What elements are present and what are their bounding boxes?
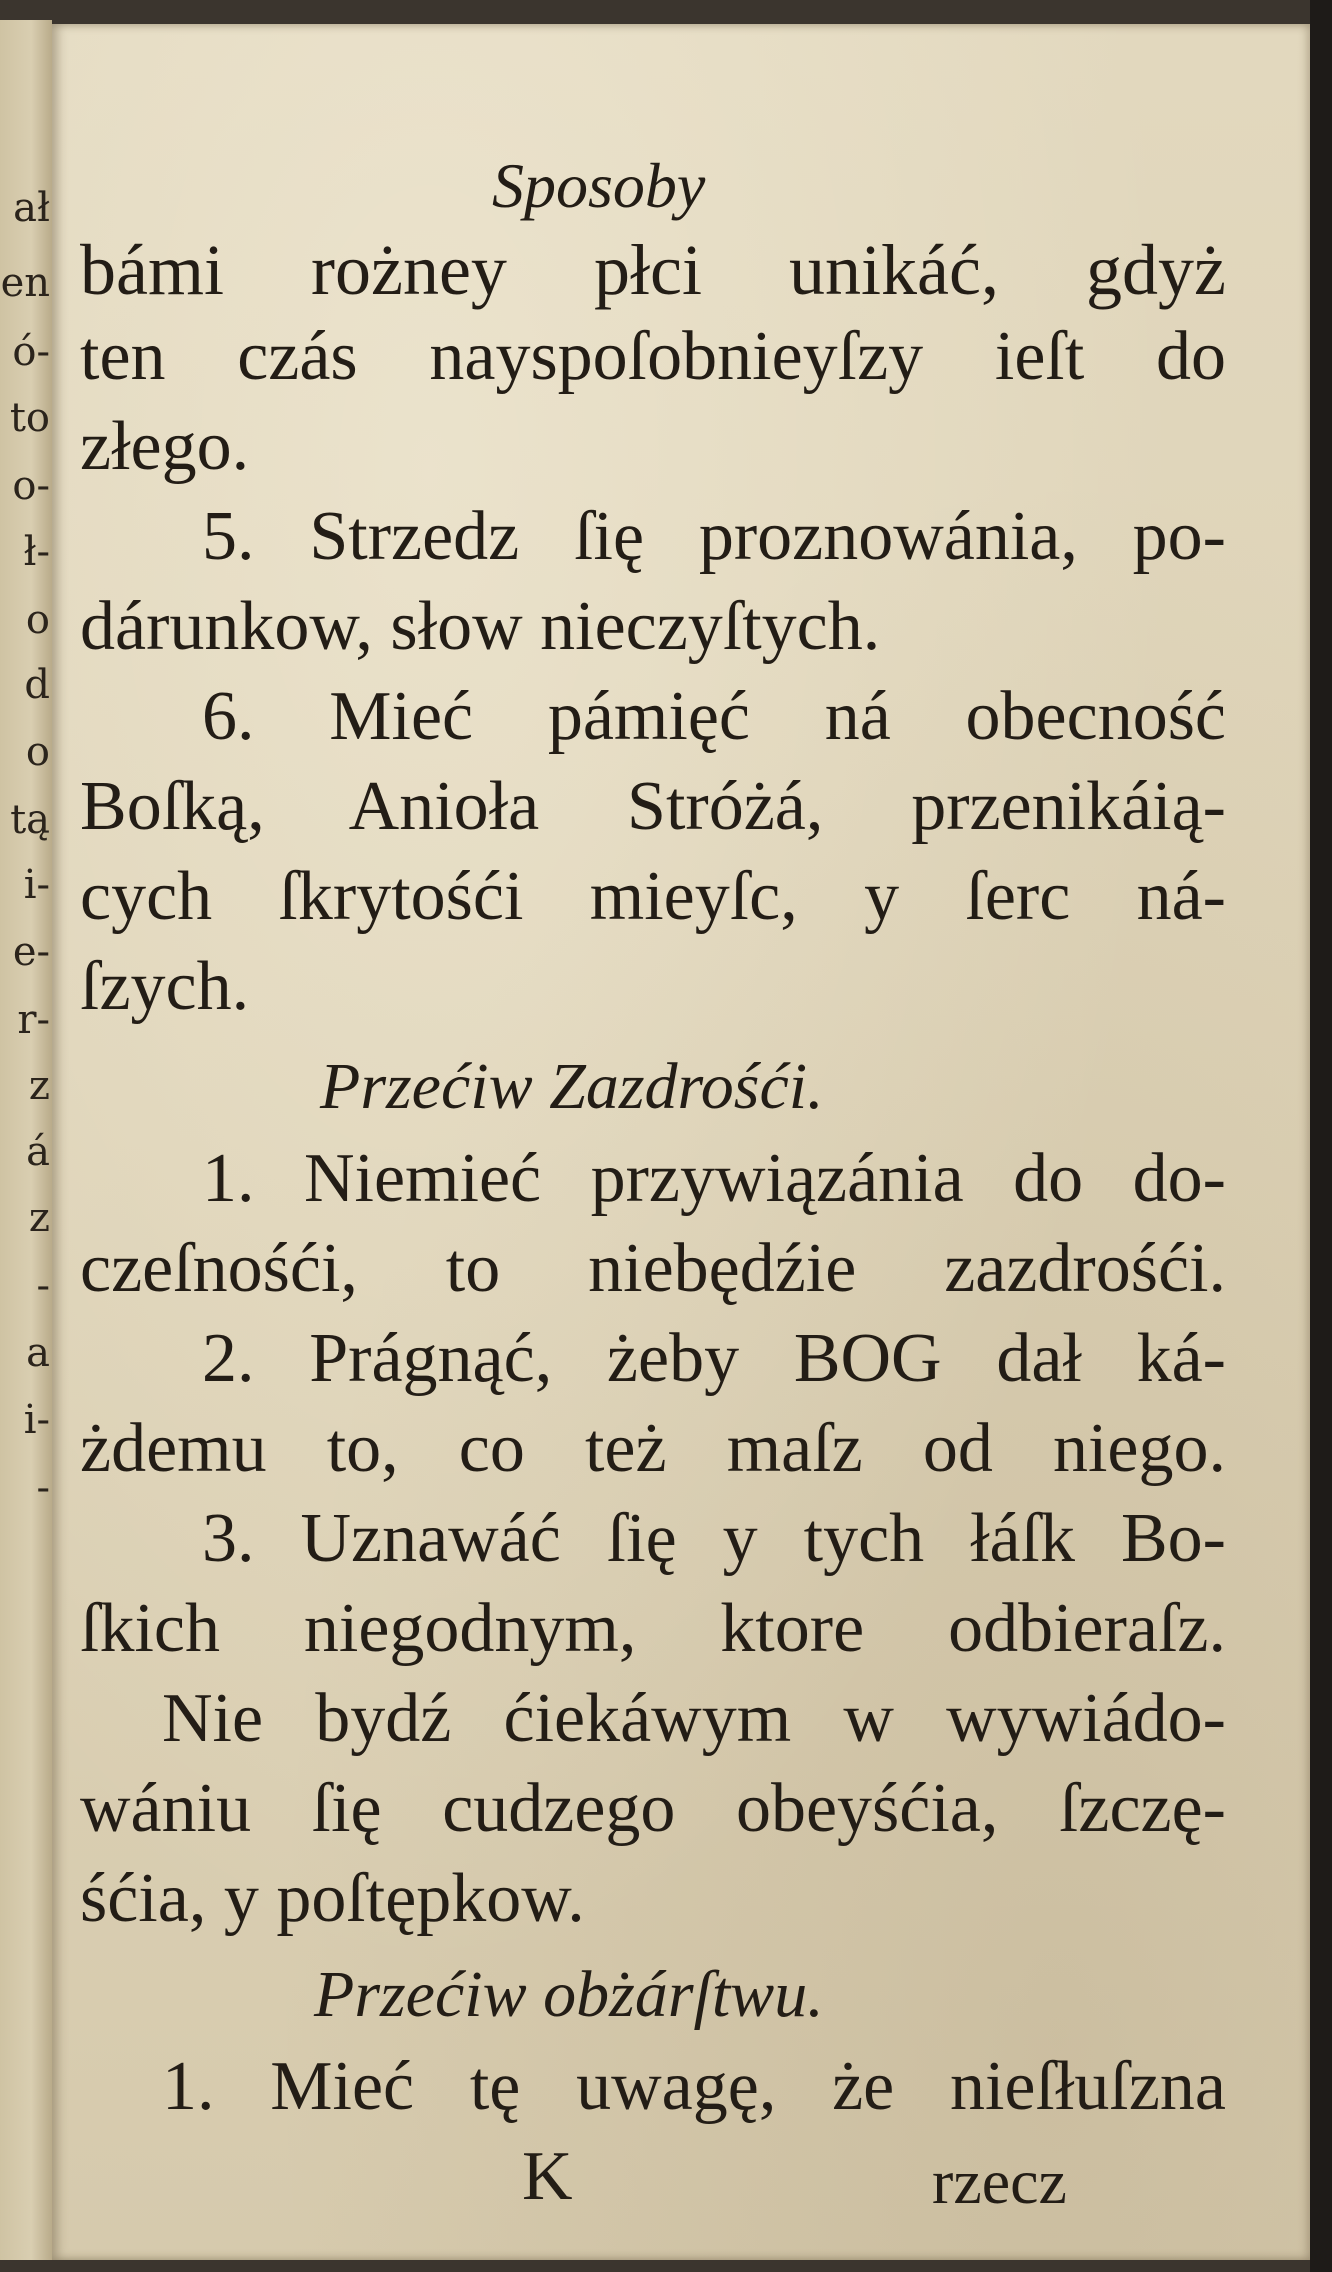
margin-fragment: e- [12,929,50,975]
body-line: Boſką, Anioła Stróżá, przenikáią- [80,768,1226,845]
margin-fragment: r- [17,997,50,1043]
body-line: złego. [80,408,250,485]
body-line: 6. Mieć pámięć ná obecność [202,678,1226,755]
margin-fragment: z [28,1063,50,1109]
body-line: ſkich niegodnym, ktore odbieraſz. [80,1590,1226,1667]
margin-fragment: o- [12,463,50,509]
adjacent-page-sliver [0,20,52,2260]
body-line: Nie bydź ćiekáwym w wywiádo- [162,1680,1226,1757]
body-line: 1. Mieć tę uwagę, że nieſłuſzna [162,2048,1226,2125]
margin-fragment: ał [13,185,50,231]
body-line: wániu ſię cudzego obeyśćia, ſzczę- [80,1770,1226,1847]
margin-fragment: - [36,1263,50,1309]
signature-mark: K [522,2138,573,2215]
running-head: Sposoby [492,150,706,221]
body-line: 1. Niemieć przywiązánia do do- [202,1140,1226,1217]
margin-fragment: a [26,1330,50,1376]
margin-fragment: i- [23,862,50,908]
margin-fragment: - [36,1465,50,1511]
section-heading-envy: Przećiw Zazdrośći. [320,1050,824,1123]
body-line: 2. Prágnąć, żeby BOG dał ká- [202,1320,1226,1397]
margin-fragment: tą [10,797,50,843]
margin-fragment: d [24,662,50,708]
margin-fragment: z [28,1195,50,1241]
body-line: bámi rożney płci unikáć, gdyż [80,230,1226,310]
body-line: dárunkow, słow nieczyſtych. [80,588,881,665]
book-page [52,24,1310,2260]
catchword: rzecz [932,2146,1067,2217]
margin-fragment: ł- [23,529,50,575]
body-line: czeſnośći, to niebędźie zazdrośći. [80,1230,1226,1307]
margin-fragment: á [26,1129,50,1175]
body-line: 3. Uznawáć ſię y tych łáſk Bo- [202,1500,1226,1577]
margin-fragment: en [0,260,50,306]
margin-fragment: to [9,395,50,441]
margin-fragment: i- [23,1397,50,1443]
body-line: cych ſkrytośći mieyſc, y ſerc ná- [80,858,1226,935]
margin-fragment: ó- [12,329,50,375]
margin-fragment: o [25,597,50,643]
section-heading-gluttony: Przećiw obżárſtwu. [314,1958,824,2031]
margin-fragment: o [25,729,50,775]
body-line: ten czás nayspoſobnieyſzy ieſt do [80,318,1226,395]
body-line: żdemu to, co też maſz od niego. [80,1410,1226,1487]
body-line: śćia, y poſtępkow. [80,1860,585,1937]
body-line: 5. Strzedz ſię proznowánia, po- [202,498,1226,575]
body-line: ſzych. [80,948,250,1025]
